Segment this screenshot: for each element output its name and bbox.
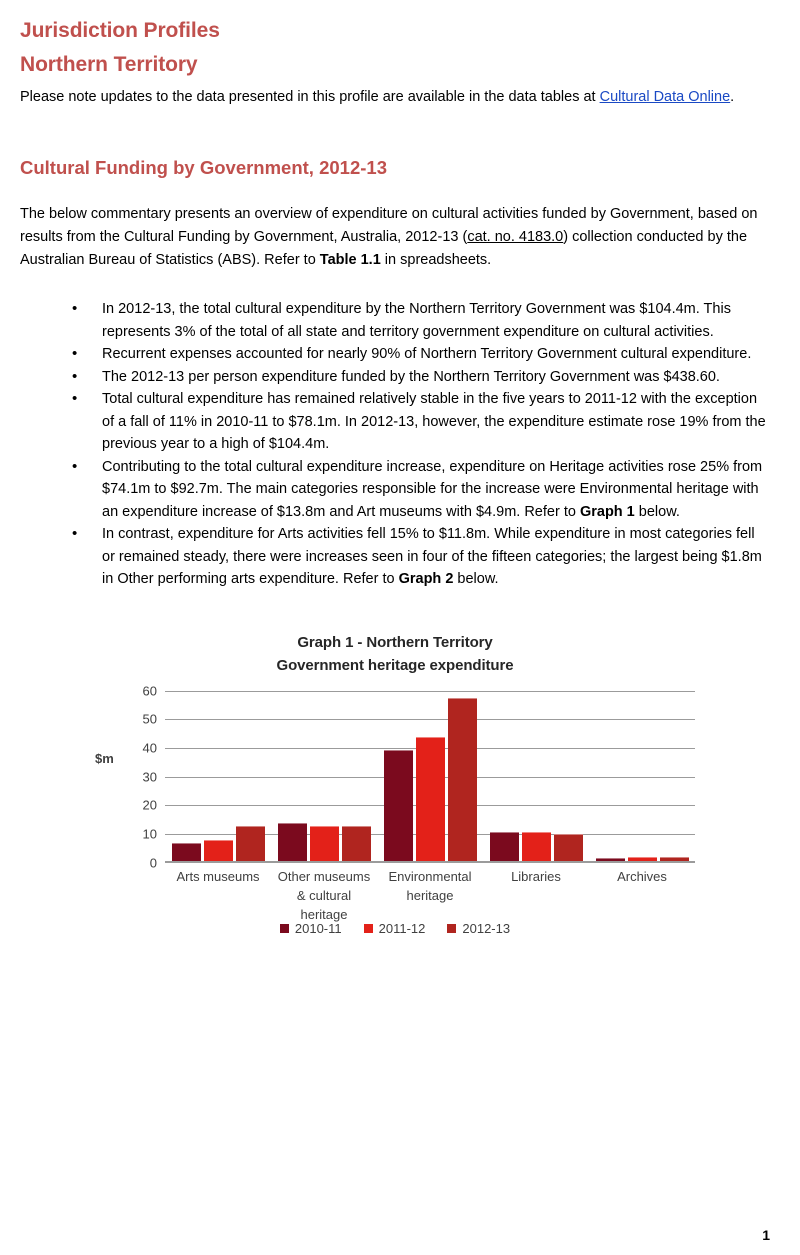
y-axis-tick-label: 30 (142, 769, 157, 784)
paragraph-part-1: The below commentary presents an overview of expenditure on cultural activities funded by Government, based on results from the Cultural Funding by Government, Australia, 2012-13 ( (20, 206, 758, 245)
bullet-icon: • (72, 367, 78, 385)
graph-1-reference: Graph 1 (579, 503, 635, 520)
paragraph-part-3: in spreadsheets. (380, 252, 492, 268)
chart-bars (165, 689, 695, 861)
list-item-text (102, 526, 762, 587)
list-item (20, 456, 770, 524)
bar-group (165, 689, 271, 861)
list-item-text-part-2: below. (453, 571, 499, 587)
bar (172, 843, 201, 861)
bar (660, 857, 689, 860)
legend-label: 2011-12 (378, 920, 426, 936)
bar (596, 858, 625, 860)
bar (384, 750, 413, 861)
paragraph-part-2: ) collection conducted by the Australian Bureau of Statistics (ABS). Refer to (20, 229, 748, 268)
bar (278, 823, 307, 861)
legend-item (280, 921, 342, 936)
bar (342, 826, 371, 860)
chart-legend (95, 921, 695, 936)
intro-text-after-link: . (730, 89, 735, 105)
list-item-text: Recurrent expenses accounted for nearly 90% of Northern Territory Government cultural expenditure. (102, 346, 752, 362)
page-title: Jurisdiction Profiles (20, 19, 220, 42)
bullet-icon: • (72, 457, 78, 475)
bullet-icon: • (72, 390, 78, 407)
bar-group (483, 689, 589, 861)
list-item-text-part-1: Contributing to the total cultural expenditure increase, expenditure on Heritage activities rose 25% from $74.1m to $92.7m. The main categories responsible for the increase were Environmental heritage with an expenditure increase of $13.8m and Art museums with $4.9m. Refer to (102, 458, 763, 520)
list-item (20, 343, 770, 366)
page-subtitle: Northern Territory (20, 53, 198, 76)
bullet-icon: • (72, 525, 78, 542)
section-paragraph (20, 203, 770, 272)
x-axis-tick-label: Environmental heritage (388, 868, 472, 903)
bar-group (377, 689, 483, 861)
graph-2-reference: Graph 2 (398, 571, 454, 587)
legend-label: 2012-13 (462, 920, 511, 936)
chart-title-line-1: Graph 1 - Northern Territory (297, 633, 493, 651)
chart-title-line-2: Government heritage expenditure (276, 656, 514, 674)
legend-item (447, 921, 510, 936)
y-axis-label: $m (95, 750, 114, 766)
y-axis-tick-label: 20 (142, 797, 157, 813)
section-heading: Cultural Funding by Government, 2012-13 (20, 157, 387, 178)
list-item-text: Total cultural expenditure has remained relatively stable in the five years to 2011-12 with the exception of a fall of 11% in 2010-11 to $78.1m. In 2012-13, however, the expenditure estimate rose 19% from the previous year to a high of $104.4m. (102, 391, 766, 452)
legend-swatch-icon (364, 924, 373, 933)
x-axis-labels (165, 867, 695, 924)
bar (310, 826, 339, 860)
graph-1-chart (95, 631, 695, 1001)
bullet-icon: • (72, 345, 78, 362)
y-axis-tick-label: 0 (149, 855, 157, 870)
y-axis-tick-label: 10 (142, 826, 157, 842)
bar (554, 834, 583, 861)
catalogue-number: cat. no. 4183.0 (467, 229, 564, 245)
bullet-icon: • (72, 300, 78, 317)
commentary-bullet-list (20, 298, 770, 591)
page-number: 1 (762, 1227, 770, 1243)
table-reference: Table 1.1 (319, 252, 381, 268)
legend-item (364, 921, 426, 936)
list-item-text (102, 459, 762, 520)
x-axis-tick-label: Libraries (511, 868, 561, 884)
list-item (20, 298, 770, 343)
bar (522, 832, 551, 860)
x-axis-tick-label: Archives (617, 868, 667, 884)
chart-title (95, 631, 695, 677)
list-item-text-part-1: In contrast, expenditure for Arts activities fell 15% to $11.8m. While expenditure in most categories fell or remained steady, there were increases seen in four of the fifteen categories; the largest being $1.8m in Other performing arts expenditure. Refer to (102, 526, 762, 587)
bar (448, 698, 477, 861)
bar (416, 737, 445, 860)
list-item (20, 388, 770, 456)
x-axis-tick-label: Arts museums (176, 868, 260, 884)
bar (236, 826, 265, 861)
legend-swatch-icon (447, 924, 456, 933)
bar-group (271, 689, 377, 861)
chart-plot-outer (95, 683, 695, 922)
list-item-text-part-2: below. (634, 503, 680, 520)
x-axis-tick-label: Other museums & cultural heritage (277, 868, 371, 922)
bar (490, 832, 519, 861)
y-axis-tick-label: 60 (142, 683, 157, 698)
list-item (20, 523, 770, 591)
bar-group (589, 689, 695, 861)
list-item-text: In 2012-13, the total cultural expenditure by the Northern Territory Government was $104.4m. This represents 3% of the total of all state and territory government expenditure on cultural activities. (102, 301, 731, 340)
y-axis-tick-label: 40 (142, 740, 157, 756)
bar (628, 857, 657, 860)
intro-text-before-link: Please note updates to the data presented in this profile are available in the data tables at (20, 89, 600, 105)
bar (204, 840, 233, 861)
y-axis-tick-label: 50 (142, 711, 157, 727)
cultural-data-online-link[interactable]: Cultural Data Online (599, 89, 731, 105)
intro-paragraph (20, 86, 770, 109)
legend-label: 2010-11 (294, 920, 342, 936)
list-item (20, 366, 770, 389)
legend-swatch-icon (280, 924, 289, 933)
y-axis-ticks (127, 683, 157, 870)
chart-plot-area (165, 691, 695, 863)
list-item-text: The 2012-13 per person expenditure funded by the Northern Territory Government was $438.60. (102, 368, 720, 385)
